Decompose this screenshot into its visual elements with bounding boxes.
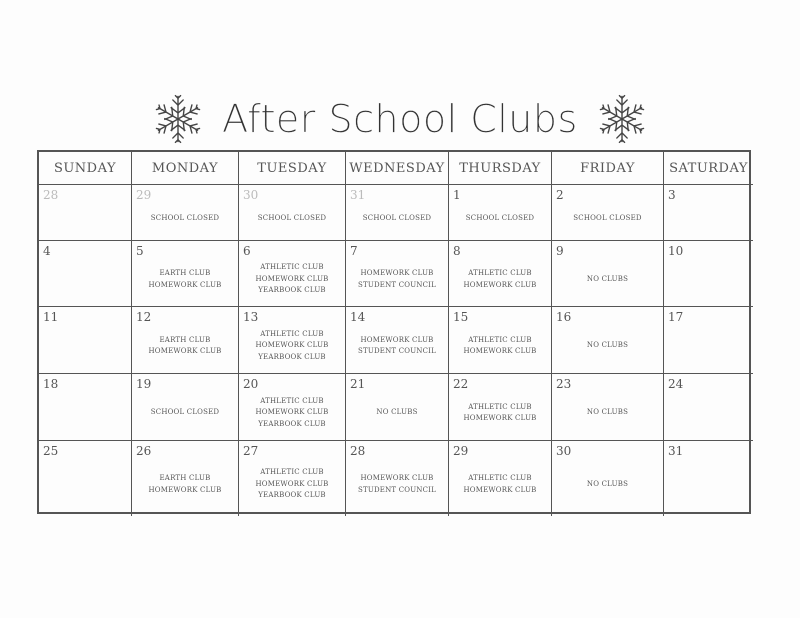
event-item: SCHOOL CLOSED bbox=[465, 213, 535, 222]
event-item: HOMEWORK CLUB bbox=[463, 347, 537, 355]
event-item: ATHLETIC CLUB bbox=[468, 335, 532, 344]
event-list bbox=[552, 201, 663, 236]
day-number: 31 bbox=[668, 444, 684, 458]
day-number: 29 bbox=[453, 444, 469, 458]
event-item: ATHLETIC CLUB bbox=[260, 263, 324, 272]
event-list bbox=[132, 323, 238, 369]
calendar-day-cell bbox=[346, 185, 449, 241]
event-list bbox=[239, 457, 345, 512]
calendar-day-cell bbox=[449, 185, 552, 241]
snowflake-icon bbox=[596, 93, 648, 145]
calendar-day-cell bbox=[449, 307, 552, 374]
day-number: 9 bbox=[556, 244, 564, 258]
day-number: 28 bbox=[43, 188, 59, 202]
snowflake-icon bbox=[152, 93, 204, 145]
calendar-day-cell bbox=[239, 307, 346, 374]
day-number: 25 bbox=[43, 444, 59, 458]
day-header-sunday: SUNDAY bbox=[39, 152, 132, 185]
day-number: 21 bbox=[350, 377, 366, 391]
day-number: 10 bbox=[668, 244, 684, 258]
day-number: 28 bbox=[350, 444, 366, 458]
event-list bbox=[346, 323, 448, 369]
event-list bbox=[346, 257, 448, 302]
event-item: HOMEWORK CLUB bbox=[148, 280, 222, 289]
event-list bbox=[449, 201, 551, 236]
event-list bbox=[552, 323, 663, 369]
calendar-day-cell bbox=[552, 441, 664, 516]
day-header-tuesday: TUESDAY bbox=[239, 152, 346, 185]
event-item: YEARBOOK CLUB bbox=[258, 419, 326, 428]
calendar-day-cell bbox=[449, 441, 552, 516]
event-item: NO CLUBS bbox=[586, 408, 629, 417]
event-item: SCHOOL CLOSED bbox=[257, 213, 327, 222]
event-item: SCHOOL CLOSED bbox=[150, 213, 220, 222]
event-item: HOMEWORK CLUB bbox=[360, 335, 434, 344]
day-number: 17 bbox=[668, 310, 684, 324]
calendar-day-cell bbox=[552, 307, 664, 374]
event-item: STUDENT COUNCIL bbox=[358, 280, 436, 289]
event-item: HOMEWORK CLUB bbox=[148, 347, 222, 355]
event-item: STUDENT COUNCIL bbox=[358, 485, 436, 494]
event-item: HOMEWORK CLUB bbox=[148, 485, 222, 494]
event-item: HOMEWORK CLUB bbox=[255, 408, 329, 417]
day-header-wednesday: WEDNESDAY bbox=[346, 152, 449, 185]
calendar-day-cell bbox=[552, 241, 664, 307]
event-item: HOMEWORK CLUB bbox=[255, 341, 329, 350]
event-list bbox=[239, 323, 345, 369]
event-list bbox=[239, 257, 345, 302]
event-list bbox=[449, 457, 551, 512]
event-item: HOMEWORK CLUB bbox=[463, 280, 537, 289]
day-number: 20 bbox=[243, 377, 259, 391]
event-item: ATHLETIC CLUB bbox=[260, 396, 324, 405]
event-list bbox=[552, 390, 663, 436]
calendar-day-cell bbox=[132, 441, 239, 516]
day-number: 5 bbox=[136, 244, 144, 258]
event-item: HOMEWORK CLUB bbox=[360, 269, 434, 277]
day-number: 15 bbox=[453, 310, 469, 324]
event-list bbox=[132, 257, 238, 302]
day-number: 6 bbox=[243, 244, 251, 258]
day-number: 7 bbox=[350, 244, 358, 258]
header bbox=[0, 86, 800, 152]
calendar-day-cell bbox=[239, 241, 346, 307]
calendar-day-cell bbox=[346, 307, 449, 374]
day-header-thursday: THURSDAY bbox=[449, 152, 552, 185]
day-number: 22 bbox=[453, 377, 469, 391]
calendar-day-cell bbox=[39, 441, 132, 516]
day-number: 29 bbox=[136, 188, 152, 202]
day-number: 14 bbox=[350, 310, 366, 324]
event-item: ATHLETIC CLUB bbox=[468, 402, 532, 411]
event-item: SCHOOL CLOSED bbox=[362, 213, 432, 222]
calendar-day-cell bbox=[132, 241, 239, 307]
event-item: NO CLUBS bbox=[586, 479, 629, 488]
event-item: ATHLETIC CLUB bbox=[260, 329, 324, 338]
calendar-day-cell bbox=[39, 374, 132, 441]
event-item: YEARBOOK CLUB bbox=[258, 286, 326, 295]
event-item: HOMEWORK CLUB bbox=[463, 485, 537, 494]
day-number: 23 bbox=[556, 377, 572, 391]
calendar-day-cell bbox=[239, 441, 346, 516]
event-item: HOMEWORK CLUB bbox=[463, 414, 537, 422]
calendar-day-cell bbox=[664, 374, 753, 441]
event-item: ATHLETIC CLUB bbox=[468, 269, 532, 277]
calendar-day-cell bbox=[346, 441, 449, 516]
day-number: 19 bbox=[136, 377, 152, 391]
day-number: 24 bbox=[668, 377, 684, 391]
calendar-day-cell bbox=[449, 241, 552, 307]
day-number: 30 bbox=[556, 444, 572, 458]
calendar-day-cell bbox=[664, 241, 753, 307]
day-number: 13 bbox=[243, 310, 259, 324]
calendar-day-cell bbox=[132, 307, 239, 374]
event-item: ATHLETIC CLUB bbox=[260, 468, 324, 477]
event-list bbox=[132, 201, 238, 236]
page-title: After School Clubs bbox=[222, 97, 578, 141]
event-item: NO CLUBS bbox=[586, 341, 629, 350]
day-number: 16 bbox=[556, 310, 572, 324]
event-item: SCHOOL CLOSED bbox=[573, 213, 642, 222]
day-number: 3 bbox=[668, 188, 676, 202]
event-item: EARTH CLUB bbox=[159, 269, 211, 277]
day-number: 4 bbox=[43, 244, 51, 258]
calendar-day-cell bbox=[552, 374, 664, 441]
day-header-monday: MONDAY bbox=[132, 152, 239, 185]
event-item: NO CLUBS bbox=[586, 274, 629, 283]
event-item: HOMEWORK CLUB bbox=[360, 474, 434, 482]
event-item: EARTH CLUB bbox=[159, 335, 211, 344]
event-list bbox=[552, 257, 663, 302]
event-item: NO CLUBS bbox=[376, 408, 418, 417]
day-number: 12 bbox=[136, 310, 152, 324]
event-list bbox=[552, 457, 663, 512]
event-list bbox=[346, 390, 448, 436]
day-header-saturday: SATURDAY bbox=[664, 152, 753, 185]
day-number: 31 bbox=[350, 188, 366, 202]
calendar-day-cell bbox=[552, 185, 664, 241]
event-list bbox=[239, 201, 345, 236]
event-list bbox=[346, 201, 448, 236]
event-item: STUDENT COUNCIL bbox=[358, 347, 436, 355]
event-item: YEARBOOK CLUB bbox=[258, 352, 326, 361]
day-number: 11 bbox=[43, 310, 59, 324]
day-number: 1 bbox=[453, 188, 461, 202]
event-item: EARTH CLUB bbox=[159, 474, 211, 482]
calendar-day-cell bbox=[39, 307, 132, 374]
event-list bbox=[346, 457, 448, 512]
event-item: ATHLETIC CLUB bbox=[468, 474, 532, 482]
event-list bbox=[449, 390, 551, 436]
day-header-friday: FRIDAY bbox=[552, 152, 664, 185]
calendar-grid bbox=[37, 150, 751, 514]
calendar-day-cell bbox=[132, 185, 239, 241]
day-number: 8 bbox=[453, 244, 461, 258]
day-number: 30 bbox=[243, 188, 259, 202]
calendar-day-cell bbox=[346, 374, 449, 441]
calendar-day-cell bbox=[239, 374, 346, 441]
day-number: 27 bbox=[243, 444, 259, 458]
calendar-day-cell bbox=[39, 185, 132, 241]
event-list bbox=[239, 390, 345, 436]
calendar-day-cell bbox=[346, 241, 449, 307]
calendar-day-cell bbox=[664, 307, 753, 374]
calendar-day-cell bbox=[132, 374, 239, 441]
event-item: HOMEWORK CLUB bbox=[255, 479, 329, 488]
day-number: 18 bbox=[43, 377, 59, 391]
event-list bbox=[132, 390, 238, 436]
event-item: SCHOOL CLOSED bbox=[150, 408, 220, 417]
event-item: YEARBOOK CLUB bbox=[258, 491, 326, 500]
calendar-day-cell bbox=[39, 241, 132, 307]
day-number: 26 bbox=[136, 444, 152, 458]
event-item: HOMEWORK CLUB bbox=[255, 274, 329, 283]
calendar-day-cell bbox=[449, 374, 552, 441]
event-list bbox=[132, 457, 238, 512]
event-list bbox=[449, 323, 551, 369]
calendar-day-cell bbox=[664, 441, 753, 516]
calendar-day-cell bbox=[239, 185, 346, 241]
calendar-day-cell bbox=[664, 185, 753, 241]
event-list bbox=[449, 257, 551, 302]
day-number: 2 bbox=[556, 188, 564, 202]
